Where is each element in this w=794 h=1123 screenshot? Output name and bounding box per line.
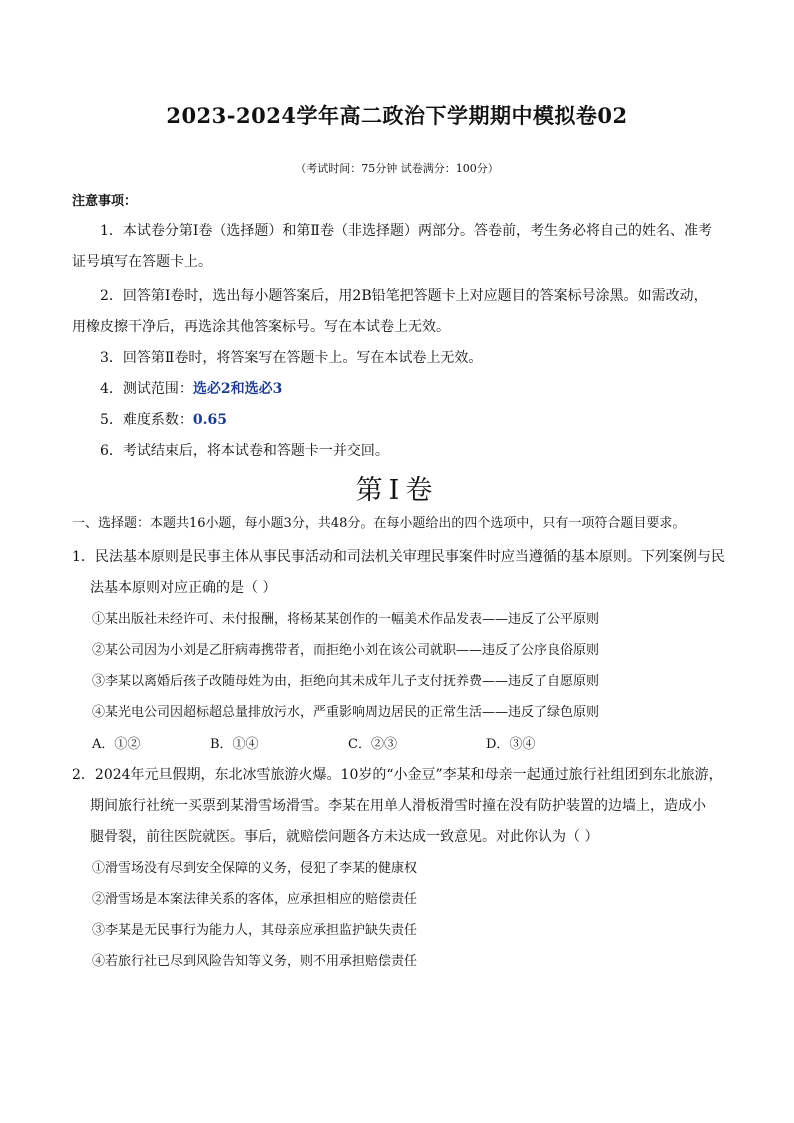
question-2-stem-line-3: 腿骨裂，前往医院就医。事后，就赔偿问题各方未达成一致意见。对此你认为（ ） bbox=[90, 829, 599, 845]
question-2-option-1: ①滑雪场没有尽到安全保障的义务，侵犯了李某的健康权 bbox=[92, 861, 418, 876]
exam-info: （考试时间：75分钟 试卷满分：100分） bbox=[295, 162, 499, 175]
question-1-choice-b: B．①④ bbox=[210, 737, 259, 752]
question-1-choice-a: A．①② bbox=[92, 737, 141, 752]
notice-item-4-label: 4．测试范围： bbox=[100, 381, 193, 397]
question-1-option-3: ③李某以离婚后孩子改随母姓为由，拒绝向其未成年儿子支付抚养费——违反了自愿原则 bbox=[92, 674, 600, 689]
notice-item-3: 3．回答第Ⅱ卷时，将答案写在答题卡上。写在本试卷上无效。 bbox=[100, 350, 483, 366]
question-2-option-4: ④若旅行社已尽到风险告知等义务，则不用承担赔偿责任 bbox=[92, 954, 418, 969]
notice-item-2-line-2: 用橡皮擦干净后，再选涂其他答案标号。写在本试卷上无效。 bbox=[72, 319, 450, 335]
notice-item-1-line-1: 1．本试卷分第Ⅰ卷（选择题）和第Ⅱ卷（非选择题）两部分。答卷前，考生务必将自己的姓名、准考 bbox=[100, 223, 712, 239]
page-title: 2023-2024学年高二政治下学期期中模拟卷02 bbox=[166, 103, 628, 128]
question-1-option-2: ②某公司因为小刘是乙肝病毒携带者，而拒绝小刘在该公司就职——违反了公序良俗原则 bbox=[92, 643, 600, 658]
notice-item-4 bbox=[100, 378, 282, 398]
question-1-option-4: ④某光电公司因超标超总量排放污水，严重影响周边居民的正常生活——违反了绿色原则 bbox=[92, 705, 600, 720]
section-description: 一、选择题：本题共16小题，每小题3分，共48分。在每小题给出的四个选项中，只有一项符合题目要求。 bbox=[72, 516, 686, 531]
question-1-stem-line-1: 1．民法基本原则是民事主体从事民事活动和司法机关审理民事案件时应当遵循的基本原则。下列案例与民 bbox=[72, 549, 725, 565]
question-2-stem-line-2: 期间旅行社统一买票到某滑雪场滑雪。李某在用单人滑板滑雪时撞在没有防护装置的边墙上，造成小 bbox=[90, 798, 706, 814]
notice-item-5 bbox=[100, 409, 227, 429]
question-2-option-3: ③李某是无民事行为能力人，其母亲应承担监护缺失责任 bbox=[92, 923, 418, 938]
notice-item-1-line-2: 证号填写在答题卡上。 bbox=[72, 254, 212, 270]
notice-item-5-label: 5．难度系数： bbox=[100, 412, 193, 428]
question-1-choice-d: D．③④ bbox=[486, 737, 536, 752]
question-1-stem-line-2: 法基本原则对应正确的是（ ） bbox=[90, 580, 277, 596]
question-2-option-2: ②滑雪场是本案法律关系的客体，应承担相应的赔偿责任 bbox=[92, 892, 418, 907]
section-title: 第Ⅰ卷 bbox=[355, 475, 439, 506]
notice-item-2-line-1: 2．回答第Ⅰ卷时，选出每小题答案后，用2B铅笔把答题卡上对应题目的答案标号涂黑。如需改动， bbox=[100, 288, 708, 304]
question-1-choice-c: C．②③ bbox=[348, 737, 397, 752]
notice-item-6: 6．考试结束后，将本试卷和答题卡一并交回。 bbox=[100, 443, 389, 459]
difficulty-value: 0.65 bbox=[192, 412, 228, 428]
question-1-option-1: ①某出版社未经许可、未付报酬，将杨某某创作的一幅美术作品发表——违反了公平原则 bbox=[92, 612, 600, 627]
question-2-stem-line-1: 2．2024年元旦假期，东北冰雪旅游火爆。10岁的“小金豆”李某和母亲一起通过旅行社组团到东北旅游， bbox=[72, 767, 723, 783]
notice-heading: 注意事项： bbox=[72, 194, 138, 209]
test-scope-value: 选必2和选必3 bbox=[192, 381, 283, 397]
